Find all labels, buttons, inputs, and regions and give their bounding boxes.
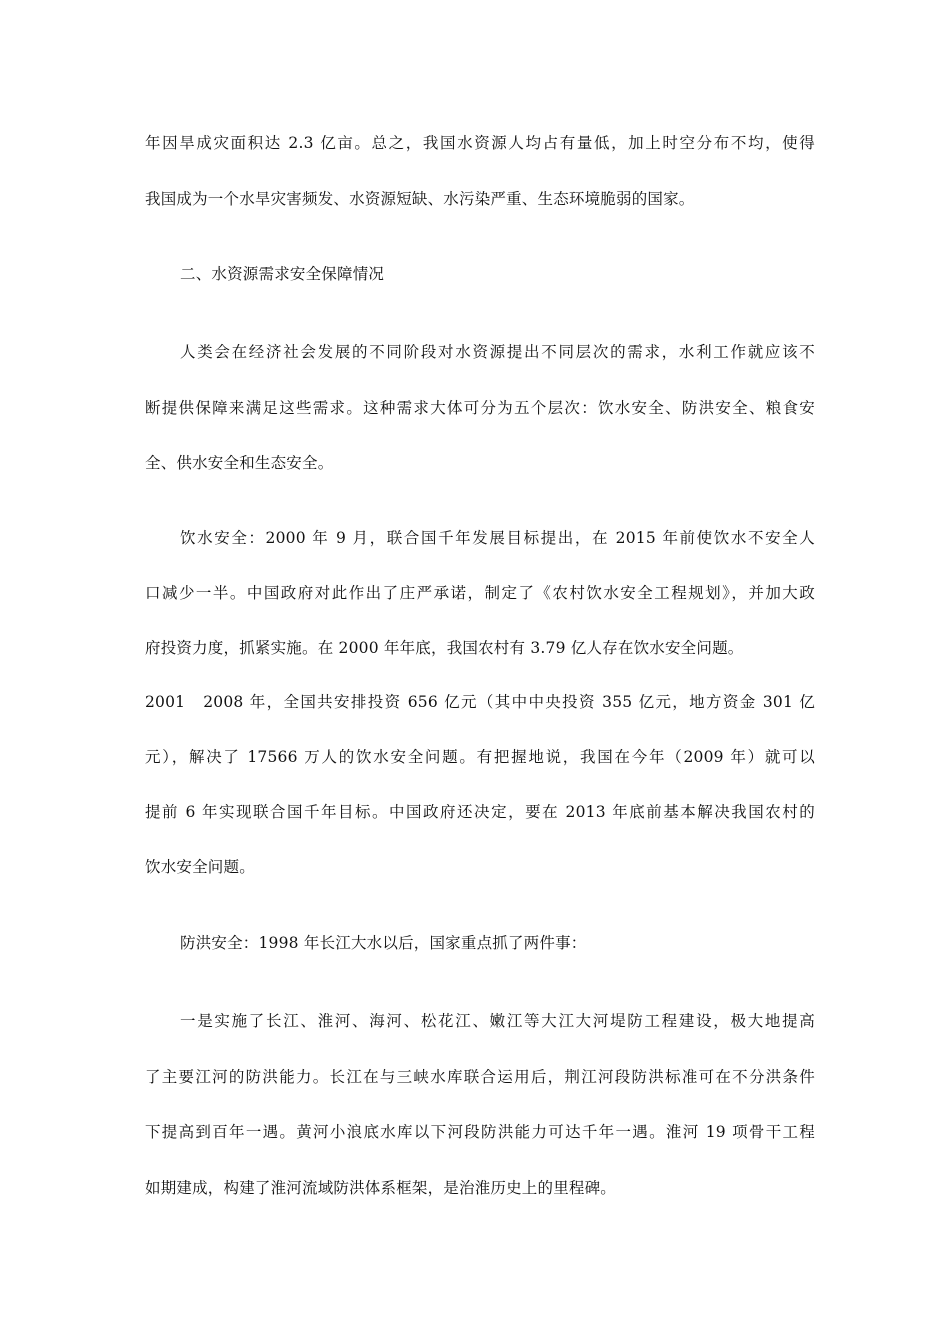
paragraph-line: 饮水安全：2000 年 9 月，联合国千年发展目标提出，在 2015 年前使饮水不安全人 — [180, 529, 815, 547]
paragraph-line: 元），解决了 17566 万人的饮水安全问题。有把握地说，我国在今年（2009 年）就可以 — [145, 748, 815, 766]
paragraph-line: 府投资力度，抓紧实施。在 2000 年年底，我国农村有 3.79 亿人存在饮水安全问题。 — [145, 639, 744, 657]
paragraph-line: 全、供水安全和生态安全。 — [145, 454, 334, 472]
paragraph-line: 防洪安全：1998 年长江大水以后，国家重点抓了两件事： — [180, 934, 587, 952]
paragraph-line: 了主要江河的防洪能力。长江在与三峡水库联合运用后，荆江河段防洪标准可在不分洪条件 — [145, 1068, 815, 1086]
paragraph-line: 下提高到百年一遇。黄河小浪底水库以下河段防洪能力可达千年一遇。淮河 19 项骨干工程 — [145, 1123, 815, 1141]
paragraph-line: 如期建成，构建了淮河流域防洪体系框架，是治淮历史上的里程碑。 — [145, 1179, 617, 1197]
paragraph-line: 口减少一半。中国政府对此作出了庄严承诺，制定了《农村饮水安全工程规划》，并加大政 — [145, 584, 815, 602]
paragraph-line: 饮水安全问题。 — [145, 858, 255, 876]
paragraph-line: 我国成为一个水旱灾害频发、水资源短缺、水污染严重、生态环境脆弱的国家。 — [145, 190, 695, 208]
paragraph-line: 年因旱成灾面积达 2.3 亿亩。总之，我国水资源人均占有量低，加上时空分布不均，使得 — [145, 134, 815, 152]
paragraph-line: 提前 6 年实现联合国千年目标。中国政府还决定，要在 2013 年底前基本解决我国农村的 — [145, 803, 815, 821]
paragraph-line: 人类会在经济社会发展的不同阶段对水资源提出不同层次的需求，水利工作就应该不 — [180, 343, 815, 361]
section-heading: 二、水资源需求安全保障情况 — [180, 265, 385, 283]
paragraph-line: 一是实施了长江、淮河、海河、松花江、嫩江等大江大河堤防工程建设，极大地提高 — [180, 1012, 815, 1030]
paragraph-line: 2001 2008 年，全国共安排投资 656 亿元（其中中央投资 355 亿元，地方资金 301 亿 — [145, 693, 815, 711]
paragraph-line: 断提供保障来满足这些需求。这种需求大体可分为五个层次：饮水安全、防洪安全、粮食安 — [145, 399, 815, 417]
